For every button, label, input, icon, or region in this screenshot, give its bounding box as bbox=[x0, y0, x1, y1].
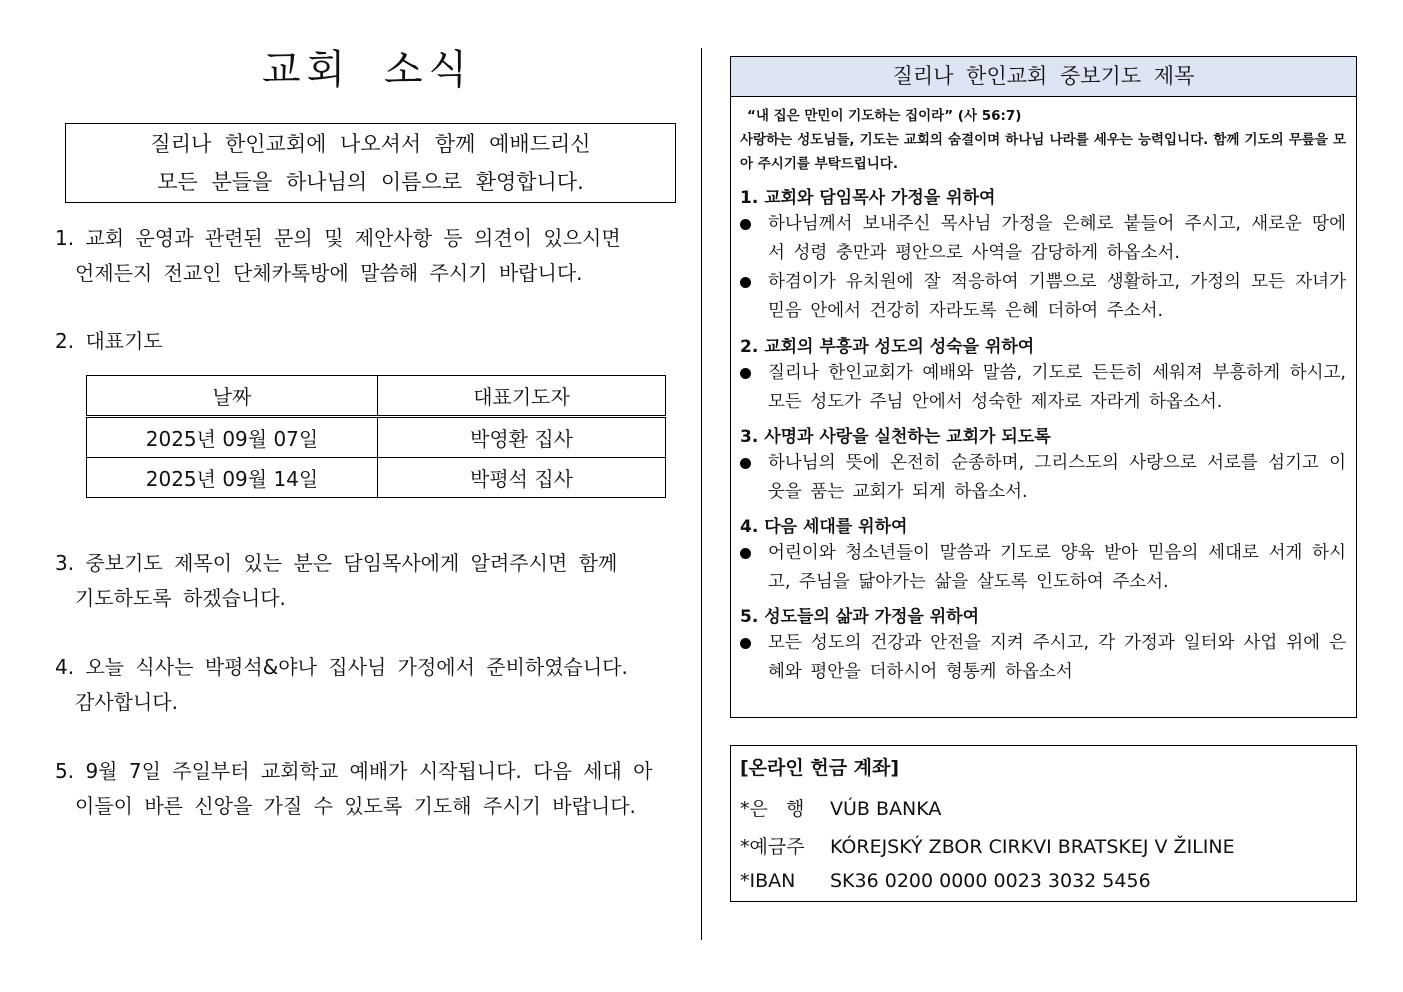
notice-line: 2. 대표기도 bbox=[55, 329, 163, 353]
prayer-requests-box bbox=[730, 56, 1357, 718]
account-iban-value: SK36 0200 0000 0023 3032 5456 bbox=[830, 870, 1151, 892]
page-title: 교회 소식 bbox=[261, 47, 474, 93]
bullet-text: 하나님께서 보내주신 목사님 가정을 은혜로 붙들어 주시고, 새로운 땅에서 성령 충만과 평안으로 사역을 감당하게 하옵소서. bbox=[768, 214, 1346, 263]
account-bank-value: VÚB BANKA bbox=[830, 798, 942, 820]
prayer-bullet bbox=[731, 629, 1356, 687]
prayer-requests-header: 질리나 한인교회 중보기도 제목 bbox=[731, 57, 1356, 97]
bullet-text: 질리나 한인교회가 예배와 말씀, 기도로 든든히 세워져 부흥하게 하시고, 모든 성도가 주님 안에서 성숙한 제자로 자라게 하옵소서. bbox=[768, 363, 1346, 412]
section-title: 1. 교회와 담임목사 가정을 위하여 bbox=[740, 188, 996, 208]
bullet-dot-icon bbox=[740, 458, 751, 469]
column-header-leader: 대표기도자 bbox=[378, 376, 666, 417]
notice-line: 1. 교회 운영과 관련된 문의 및 제안사항 등 의견이 있으시면 bbox=[55, 226, 621, 250]
notice-item-3 bbox=[55, 546, 683, 616]
notice-line: 3. 중보기도 제목이 있는 분은 담임목사에게 알려주시면 함께 bbox=[55, 551, 618, 575]
section-title: 2. 교회의 부흥과 성도의 성숙을 위하여 bbox=[740, 337, 1035, 357]
bullet-dot-icon bbox=[740, 548, 751, 559]
bullet-dot-icon bbox=[740, 368, 751, 379]
prayer-schedule-table bbox=[86, 375, 666, 498]
prayer-bullet bbox=[731, 539, 1356, 597]
table-cell-leader: 박영환 집사 bbox=[378, 417, 666, 458]
bullet-dot-icon bbox=[740, 638, 751, 649]
section-title: 3. 사명과 사랑을 실천하는 교회가 되도록 bbox=[740, 427, 1051, 447]
prayer-bullet bbox=[731, 359, 1356, 417]
intro-text: 사랑하는 성도님들, 기도는 교회의 숨결이며 하나님 나라를 세우는 능력입니다. 함께 기도의 무릎을 모아 주시기를 부탁드립니다. bbox=[740, 132, 1346, 172]
notice-line: 4. 오늘 식사는 박평석&야나 집사님 가정에서 준비하였습니다. bbox=[55, 655, 628, 679]
bullet-text: 어린이와 청소년들이 말씀과 기도로 양육 받아 믿음의 세대로 서게 하시고, 주님을 닮아가는 삶을 살도록 인도하여 주소서. bbox=[768, 543, 1346, 592]
account-bank-label: *은 행 bbox=[740, 798, 805, 820]
table-cell-date: 2025년 09월 07일 bbox=[87, 417, 378, 458]
notice-line: 5. 9월 7일 주일부터 교회학교 예배가 시작됩니다. 다음 세대 아 bbox=[55, 759, 653, 783]
left-column bbox=[0, 0, 700, 992]
account-holder-value: KÓREJSKÝ ZBOR CIRKVI BRATSKEJ V ŽILINE bbox=[830, 836, 1235, 858]
table-header-row bbox=[87, 376, 666, 417]
bullet-text: 모든 성도의 건강과 안전을 지켜 주시고, 각 가정과 일터와 사업 위에 은혜와 평안을 더하시어 형통케 하옵소서 bbox=[768, 633, 1346, 682]
welcome-box bbox=[65, 123, 676, 203]
account-iban-label: *IBAN bbox=[740, 870, 796, 892]
bullet-text: 하나님의 뜻에 온전히 순종하며, 그리스도의 사랑으로 서로를 섬기고 이웃을 품는 교회가 되게 하옵소서. bbox=[768, 453, 1346, 502]
account-iban-row bbox=[740, 870, 1151, 892]
account-title: [온라인 헌금 계좌] bbox=[740, 757, 900, 779]
online-offering-account-box bbox=[730, 745, 1357, 902]
bullet-text: 하겸이가 유치원에 잘 적응하여 기쁨으로 생활하고, 가정의 모든 자녀가 믿음 안에서 건강히 자라도록 은혜 더하여 주소서. bbox=[768, 272, 1346, 321]
welcome-line: 모든 분들을 하나님의 이름으로 환영합니다. bbox=[157, 170, 584, 194]
column-header-date: 날짜 bbox=[87, 376, 378, 417]
bullet-dot-icon bbox=[740, 277, 751, 288]
notice-line: 감사합니다. bbox=[75, 690, 178, 714]
welcome-line: 질리나 한인교회에 나오셔서 함께 예배드리신 bbox=[150, 132, 591, 156]
column-divider bbox=[701, 48, 702, 940]
table-row bbox=[87, 417, 666, 458]
account-bank-row bbox=[740, 794, 941, 821]
notice-item-5 bbox=[55, 754, 683, 824]
notice-item-4 bbox=[55, 650, 683, 720]
bullet-dot-icon bbox=[740, 219, 751, 230]
notice-item-1 bbox=[55, 221, 683, 291]
bible-verse: “내 집은 만민이 기도하는 집이라” (사 56:7) bbox=[747, 108, 1022, 124]
section-title: 4. 다음 세대를 위하여 bbox=[740, 517, 908, 537]
table-row bbox=[87, 458, 666, 498]
account-holder-row bbox=[740, 832, 1235, 859]
notice-item-2 bbox=[55, 324, 683, 359]
table-cell-date: 2025년 09월 14일 bbox=[87, 458, 378, 498]
notice-line: 기도하도록 하겠습니다. bbox=[75, 586, 286, 610]
section-title: 5. 성도들의 삶과 가정을 위하여 bbox=[740, 607, 980, 627]
notice-line: 이들이 바른 신앙을 가질 수 있도록 기도해 주시기 바랍니다. bbox=[75, 794, 636, 818]
prayer-bullet bbox=[731, 268, 1356, 326]
prayer-bullet bbox=[731, 210, 1356, 268]
table-cell-leader: 박평석 집사 bbox=[378, 458, 666, 498]
prayer-bullet bbox=[731, 449, 1356, 507]
account-holder-label: *예금주 bbox=[740, 836, 805, 858]
notice-line: 언제든지 전교인 단체카톡방에 말씀해 주시기 바랍니다. bbox=[75, 261, 583, 285]
